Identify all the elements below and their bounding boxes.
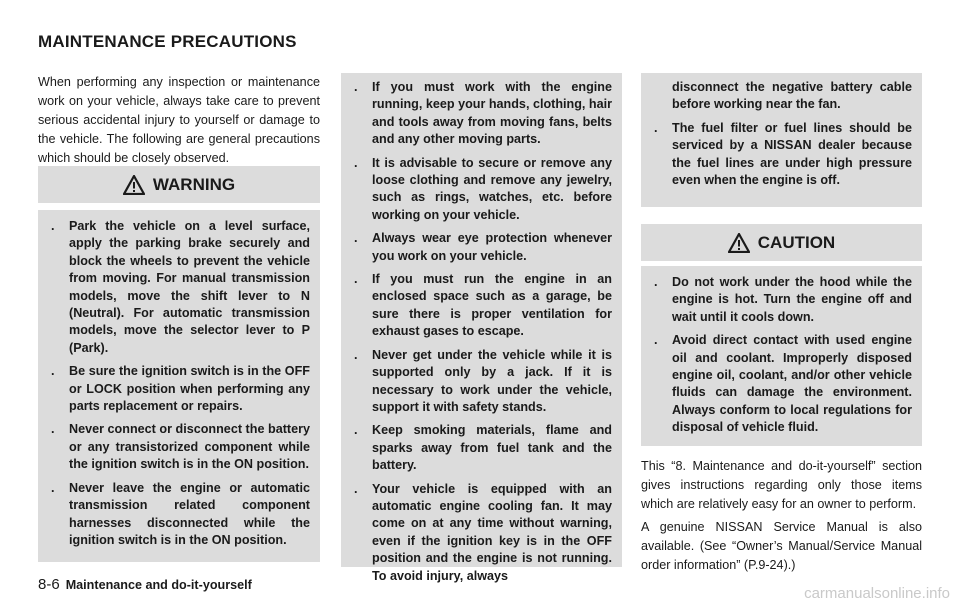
list-item: . Never connect or disconnect the battery or any transistorized component while the ignition switch is in the ON position. — [51, 422, 310, 472]
list-item: . The fuel filter or fuel lines should be serviced by a NISSAN dealer because the fuel lines are under high pressure even when the engine is off. — [654, 120, 912, 188]
page-title: MAINTENANCE PRECAUTIONS — [38, 32, 297, 51]
warning-continuation: disconnect the negative battery cable before working near the fan. — [672, 80, 912, 112]
list-item: . Keep smoking materials, flame and sparks away from fuel tank and the battery. — [354, 423, 612, 473]
warning-box-column-3 — [641, 73, 922, 207]
warning-box-column-2 — [341, 73, 622, 583]
caution-label: CAUTION — [757, 232, 836, 252]
list-item: . If you must run the engine in an enclosed space such as a garage, be sure there is proper ventilation for exhaust gases to escape. — [354, 272, 612, 339]
warning-header — [38, 166, 320, 203]
body-paragraph: A genuine NISSAN Service Manual is also available. (See “Owner’s Manual/Service Manual order information” (P.9-24).) — [641, 520, 922, 572]
page-footer — [38, 576, 252, 593]
caution-box — [641, 266, 922, 446]
intro-paragraph: When performing any inspection or maintenance work on your vehicle, always take care to prevent serious accidental injury to yourself or damage to the vehicle. The following are general precautions which should be closely observed. — [38, 75, 320, 165]
warning-triangle-icon — [123, 175, 145, 195]
list-item: . Never leave the engine or automatic transmission related component harnesses disconnected while the ignition switch is in the ON position. — [51, 480, 310, 547]
list-item: . It is advisable to secure or remove any loose clothing and remove any jewelry, such as rings, watches, etc. before working on your vehicle. — [354, 155, 612, 222]
list-item: . Be sure the ignition switch is in the OFF or LOCK position when performing any parts replacement or repairs. — [51, 364, 310, 414]
warning-label: WARNING — [152, 174, 236, 194]
list-item: . Park the vehicle on a level surface, apply the parking brake securely and block the wheels to prevent the vehicle from moving. For manual transmission models, move the shift lever to N (Neutral). For automatic transmission models, move the selector lever to P (Park). — [51, 219, 310, 355]
footer-section-name: Maintenance and do-it-yourself — [65, 578, 252, 592]
list-item: . Do not work under the hood while the engine is hot. Turn the engine off and wait until it cools down. — [654, 275, 912, 324]
list-item: . Avoid direct contact with used engine oil and coolant. Improperly disposed engine oil, coolant, and/or other vehicle fluids can damage the environment. Always conform to local regulations for disposal of vehicle fluid. — [654, 333, 912, 435]
warning-box-column-1 — [38, 210, 320, 562]
list-item: . Never get under the vehicle while it is supported only by a jack. If it is necessary to work under the vehicle, support it with safety stands. — [354, 347, 612, 414]
page-number: 8-6 — [38, 576, 60, 593]
caution-triangle-icon — [728, 233, 750, 253]
list-item: . Always wear eye protection whenever you work on your vehicle. — [354, 231, 612, 263]
list-item: . If you must work with the engine running, keep your hands, clothing, hair and tools away from moving fans, belts and any other moving parts. — [354, 80, 613, 147]
caution-header — [641, 224, 922, 261]
list-item: . Your vehicle is equipped with an automatic engine cooling fan. It may come on at any time without warning, even if the ignition key is in the OFF position and the engine is not running. To avoid injury, always — [354, 481, 612, 583]
body-paragraph: This “8. Maintenance and do-it-yourself” section gives instructions regarding only those items which are relatively easy for an owner to perform. — [641, 459, 922, 511]
watermark: carmanualsonline.info — [804, 585, 950, 602]
